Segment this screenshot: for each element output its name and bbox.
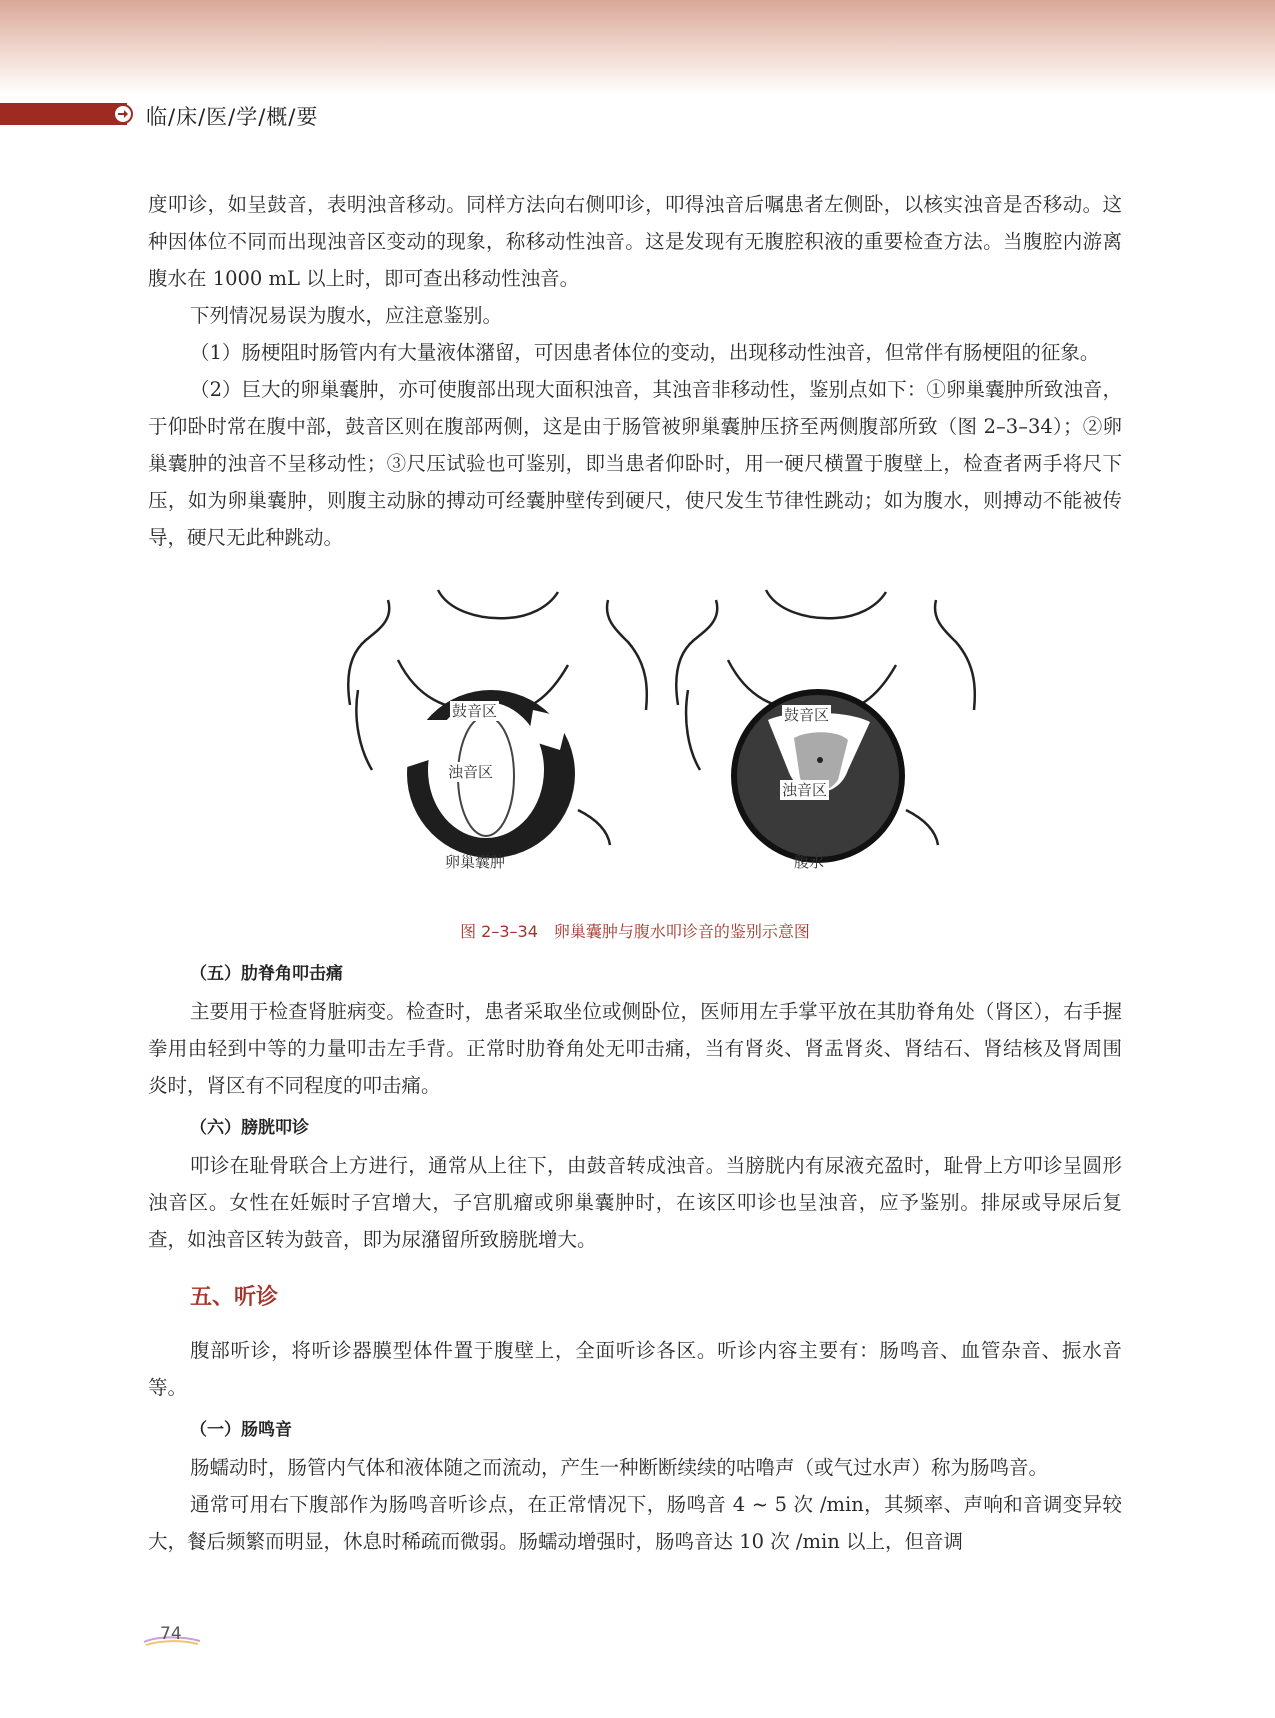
paragraph: （1）肠梗阻时肠管内有大量液体潴留，可因患者体位的变动，出现移动性浊音，但常伴有肠梗阻的征象。 (190, 341, 1100, 364)
right-dull-label: 浊音区 (782, 781, 828, 799)
paragraph: 通常可用右下腹部作为肠鸣音听诊点，在正常情况下，肠鸣音 4 ~ 5 次 /min，其频率、声响和音调变异较大，餐后频繁而明显，休息时稀疏而微弱。肠蠕动增强时，肠鸣音达 10 次 /min 以上，但音调 (148, 1493, 1122, 1553)
left-dull-label: 浊音区 (448, 763, 494, 781)
subsection-heading: （六）膀胱叩诊 (190, 1118, 309, 1138)
subsection-heading: （五）肋脊角叩击痛 (190, 964, 343, 984)
paragraph: 叩诊在耻骨联合上方进行，通常从上往下，由鼓音转成浊音。当膀胱内有尿液充盈时，耻骨上方叩诊呈圆形浊音区。女性在妊娠时子宫增大，子宫肌瘤或卵巢囊肿时，在该区叩诊也呈浊音，应予鉴别。排尿或导尿后复查，如浊音区转为鼓音，即为尿潴留所致膀胱增大。 (148, 1154, 1122, 1251)
paragraph: 下列情况易误为腹水，应注意鉴别。 (190, 304, 503, 327)
right-figure-caption: 腹水 (794, 853, 825, 871)
paragraph: 腹部听诊，将听诊器膜型体件置于腹壁上，全面听诊各区。听诊内容主要有：肠鸣音、血管杂音、振水音等。 (148, 1339, 1122, 1399)
left-tympanic-label: 鼓音区 (452, 702, 498, 720)
right-tympanic-label: 鼓音区 (784, 706, 830, 724)
section-title: 五、听诊 (190, 1285, 279, 1310)
paragraph: 肠蠕动时，肠管内气体和液体随之而流动，产生一种断断续续的咕噜声（或气过水声）称为肠鸣音。 (190, 1456, 1049, 1479)
page-body (148, 186, 1122, 1560)
paragraph: （2）巨大的卵巢囊肿，亦可使腹部出现大面积浊音，其浊音非移动性，鉴别点如下：①卵巢囊肿所致浊音，于仰卧时常在腹中部，鼓音区则在腹部两侧，这是由于肠管被卵巢囊肿压挤至两侧腹部所致（图 2–3–34）；②卵巢囊肿的浊音不呈移动性；③尺压试验也可鉴别，即当患者仰卧时，用一硬尺横置于腹壁上，检查者两手将尺下压，如为卵巢囊肿，则腹主动脉的搏动可经囊肿壁传到硬尺，使尺发生节律性跳动；如为腹水，则搏动不能被传导，硬尺无此种跳动。 (148, 378, 1122, 549)
subsection-heading: （一）肠鸣音 (190, 1420, 292, 1440)
page-header-gradient (0, 0, 1275, 95)
figure-illustration (148, 570, 1122, 910)
figure-2-3-34 (148, 570, 1122, 950)
page-number: 74 (160, 1624, 182, 1644)
header-bar (0, 103, 127, 125)
book-title: 临/床/医/学/概/要 (146, 105, 319, 129)
paragraph: 度叩诊，如呈鼓音，表明浊音移动。同样方法向右侧叩诊，叩得浊音后嘱患者左侧卧，以核实浊音是否移动。这种因体位不同而出现浊音区变动的现象，称移动性浊音。这是发现有无腹腔积液的重要检查方法。当腹腔内游离腹水在 1000 mL 以上时，即可查出移动性浊音。 (148, 193, 1122, 290)
left-figure-caption: 卵巢囊肿 (445, 853, 506, 871)
arrow-right-icon (113, 104, 133, 124)
paragraph: 主要用于检查肾脏病变。检查时，患者采取坐位或侧卧位，医师用左手掌平放在其肋脊角处（肾区），右手握拳用由轻到中等的力量叩击左手背。正常时肋脊角处无叩击痛，当有肾炎、肾盂肾炎、肾结石、肾结核及肾周围炎时，肾区有不同程度的叩击痛。 (148, 1000, 1122, 1097)
figure-caption: 图 2–3–34 卵巢囊肿与腹水叩诊音的鉴别示意图 (460, 922, 810, 941)
